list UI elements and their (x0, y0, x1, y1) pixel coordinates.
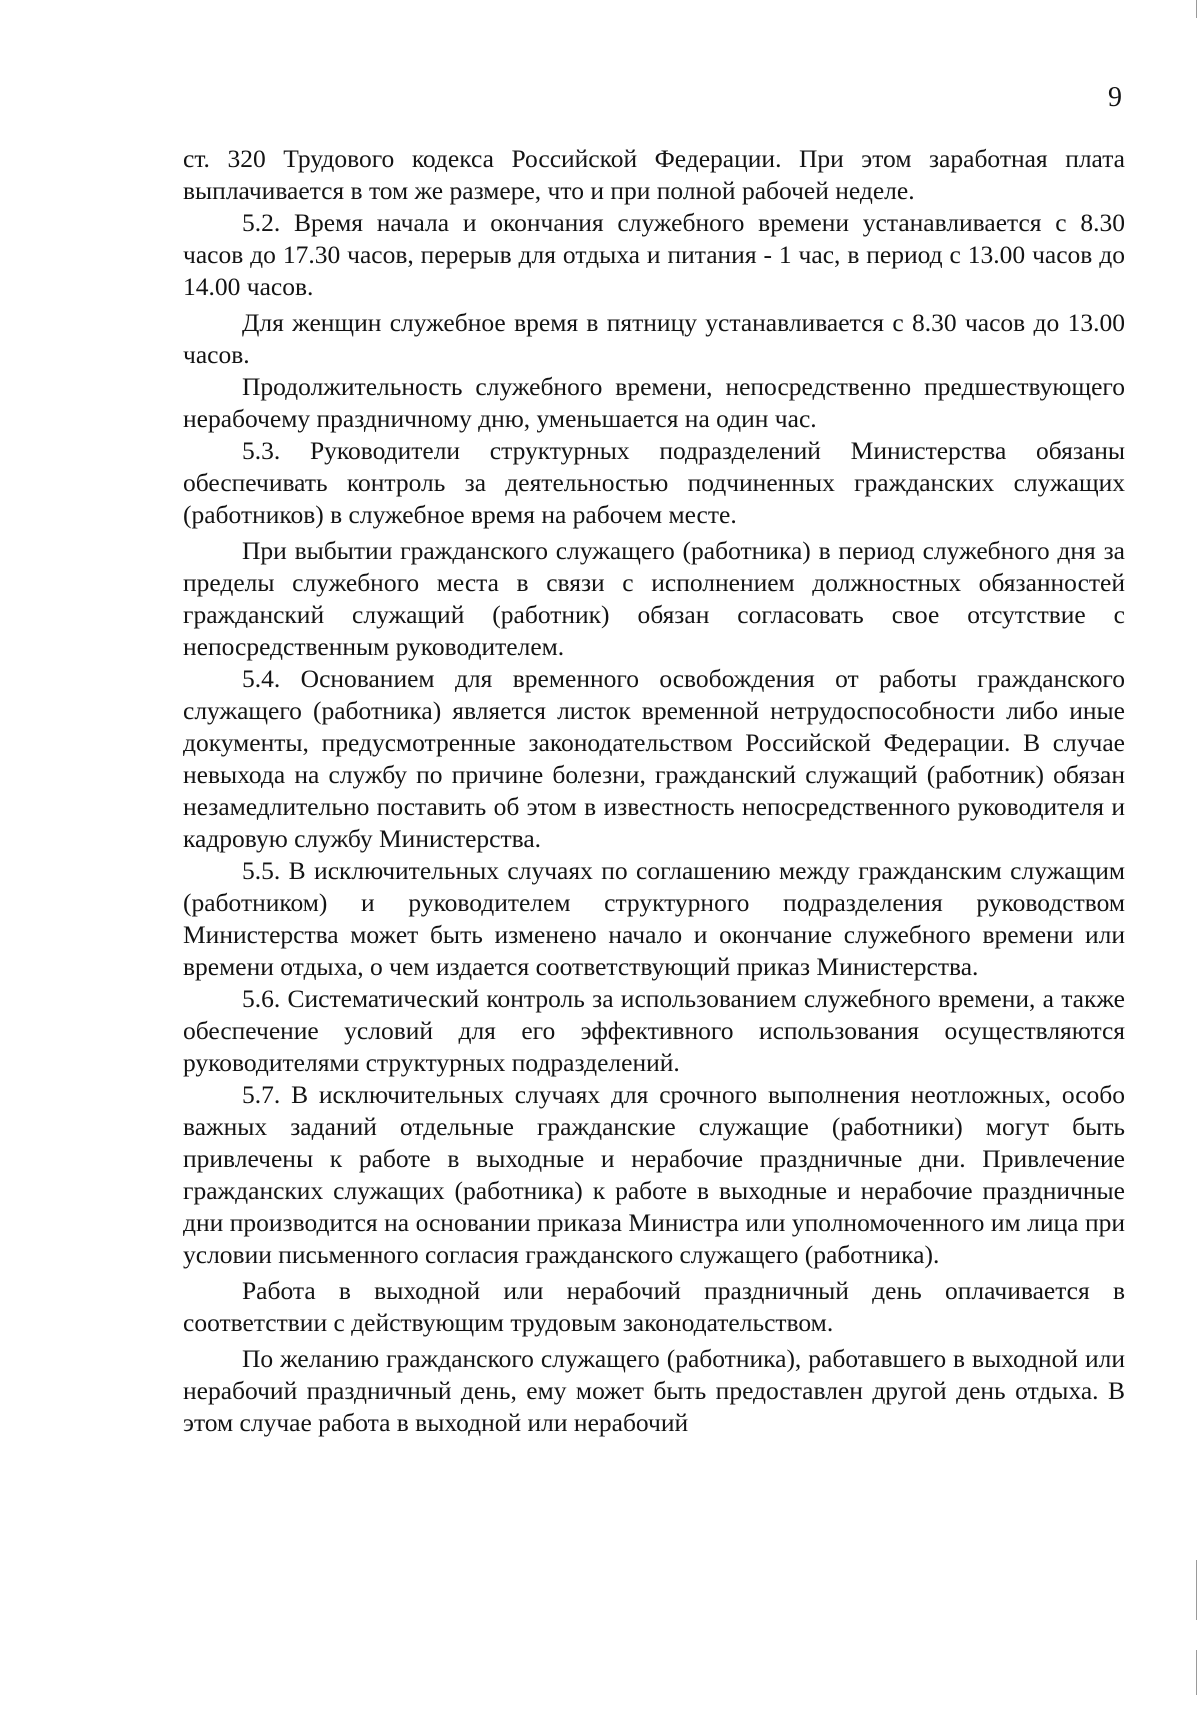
scan-edge-mark (1196, 0, 1197, 18)
scan-edge-mark (1196, 1650, 1197, 1695)
paragraph-day-off: По желанию гражданского служащего (работника), работавшего в выходной или нерабочий праздничный день, ему может быть предоставлен другой день отдыха. В этом случае работа в выходной или нерабочий (183, 1344, 1125, 1437)
paragraph-continuation: ст. 320 Трудового кодекса Российской Федерации. При этом заработная плата выплачивается в том же размере, что и при полной рабочей неделе. (183, 144, 1125, 205)
paragraph-5-4: 5.4. Основанием для временного освобождения от работы гражданского служащего (работника) является листок временной нетрудоспособности либо иные документы, предусмотренные законодательством Российской Федерации. В случае невыхода на службу по причине болезни, гражданский служащий (работник) обязан незамедлительно поставить об этом в известность непосредственного руководителя и кадровую службу Министерства. (183, 664, 1125, 853)
scan-edge-mark (1196, 1560, 1197, 1620)
page-number: 9 (1108, 82, 1122, 113)
document-body (183, 143, 1125, 1439)
paragraph-5-6: 5.6. Систематический контроль за использованием служебного времени, а также обеспечение условий для его эффективного использования осуществляются руководителями структурных подразделений. (183, 984, 1125, 1077)
paragraph-5-2: 5.2. Время начала и окончания служебного времени устанавливается с 8.30 часов до 17.30 часов, перерыв для отдыха и питания - 1 час, в период с 13.00 часов до 14.00 часов. (183, 208, 1125, 301)
paragraph-5-7: 5.7. В исключительных случаях для срочного выполнения неотложных, особо важных заданий отдельные гражданские служащие (работники) могут быть привлечены к работе в выходные и нерабочие праздничные дни. Привлечение гражданских служащих (работника) к работе в выходные и нерабочие праздничные дни производится на основании приказа Министра или уполномоченного им лица при условии письменного согласия гражданского служащего (работника). (183, 1080, 1125, 1269)
paragraph-leaving-workplace: При выбытии гражданского служащего (работника) в период служебного дня за пределы служебного места в связи с исполнением должностных обязанностей гражданский служащий (работник) обязан согласовать свое отсутствие с непосредственным руководителем. (183, 536, 1125, 661)
paragraph-pre-holiday: Продолжительность служебного времени, непосредственно предшествующего нерабочему праздничному дню, уменьшается на один час. (183, 372, 1125, 433)
paragraph-holiday-pay: Работа в выходной или нерабочий праздничный день оплачивается в соответствии с действующим трудовым законодательством. (183, 1276, 1125, 1337)
paragraph-women-friday: Для женщин служебное время в пятницу устанавливается с 8.30 часов до 13.00 часов. (183, 308, 1125, 369)
paragraph-5-5: 5.5. В исключительных случаях по соглашению между гражданским служащим (работником) и руководителем структурного подразделения руководством Министерства может быть изменено начало и окончание служебного времени или времени отдыха, о чем издается соответствующий приказ Министерства. (183, 856, 1125, 981)
paragraph-5-3: 5.3. Руководители структурных подразделений Министерства обязаны обеспечивать контроль за деятельностью подчиненных гражданских служащих (работников) в служебное время на рабочем месте. (183, 436, 1125, 529)
